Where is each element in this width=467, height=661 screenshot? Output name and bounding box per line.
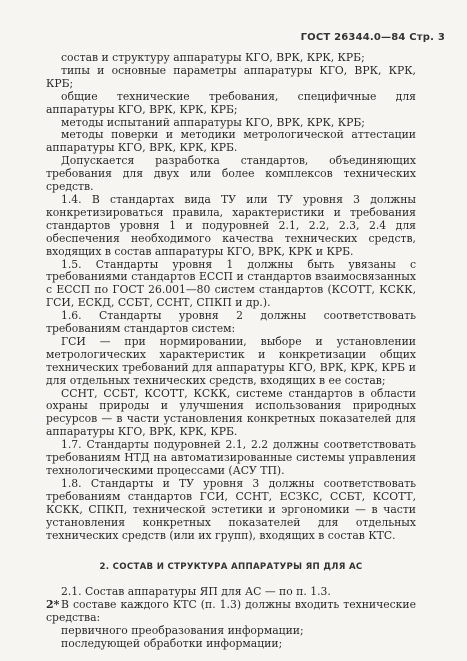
paragraph: 1.8. Стандарты и ТУ уровня 3 должны соответствовать требованиям стандартов ГСИ, ССНТ, ЕСЗКС, ССБТ, КСОТТ, КСКК, СПКП, технической эстетики и эргономики — в части установления конкретных показателей для отдельных технических средств (или их групп), входящих в состав КТС. [46,476,416,542]
signature-mark: 2* [46,598,60,611]
paragraph: 2.1. Состав аппаратуры ЯП для АС — по п. 1.3. [61,585,331,599]
paragraph: 1.5. Стандарты уровня 1 должны быть увязаны с требованиями стандартов ЕССП и стандартов взаимосвязанных с ЕССП по ГОСТ 26.001—80 систем стандартов (КСОТТ, КСКК, ГСИ, ЕСКД, ССБТ, ССНТ, СПКП и др.). [46,257,416,310]
paragraph: ССНТ, ССБТ, КСОТТ, КСКК, системе стандартов в области охраны природы и улучшения использования природных ресурсов — в части установления конкретных показателей для аппаратуры КГО, ВРК, КРК, КРБ. [46,386,416,439]
paragraph: последующей обработки информации; [61,636,283,650]
paragraph: общие технические требования, специфичные для аппаратуры КГО, ВРК, КРК, КРБ; [46,89,416,116]
section-title: 2. СОСТАВ И СТРУКТУРА АППАРАТУРЫ ЯП ДЛЯ АС [99,562,363,573]
paragraph: ГСИ — при нормировании, выборе и установлении метрологических характеристик и конкретизации общих технических требований для аппаратуры КГО, ВРК, КРК, КРБ и для отдельных технических средств, входящих в ее состав; [46,334,416,387]
paragraph: методы поверки и методики метрологической аттестации аппаратуры КГО, ВРК, КРК, КРБ. [46,128,416,155]
paragraph: В составе каждого КТС (п. 1.3) должны входить технические средства: [46,598,416,625]
page-header [301,32,445,43]
paragraph: методы испытаний аппаратуры КГО, ВРК, КРК, КРБ; [61,115,365,129]
paragraph: типы и основные параметры аппаратуры КГО, ВРК, КРК, КРБ; [46,63,416,90]
paragraph: 1.6. Стандарты уровня 2 должны соответствовать требованиям стандартов систем: [46,309,416,336]
standard-number: ГОСТ 26344.0—84 [300,32,406,43]
paragraph: первичного преобразования информации; [61,624,304,638]
paragraph: Допускается разработка стандартов, объединяющих требования для двух или более комплексов технических средств. [46,154,416,194]
page-number: Стр. 3 [409,32,445,43]
paragraph: 1.7. Стандарты подуровней 2.1, 2.2 должны соответствовать требованиям НТД на автоматизированные системы управления технологическими процессами (АСУ ТП). [46,438,416,477]
body-text [46,52,416,651]
paragraph: состав и структуру аппаратуры КГО, ВРК, КРК, КРБ; [61,51,365,64]
paragraph: 1.4. В стандартах вида ТУ или ТУ уровня 3 должны конкретизироваться правила, характеристики и требования стандартов уровня 1 и подуровней 2.1, 2.2, 2.3, 2.4 для обеспечения необходимого качества технических средств, входящих в состав аппаратуры КГО, ВРК, КРК и КРБ. [46,192,416,258]
